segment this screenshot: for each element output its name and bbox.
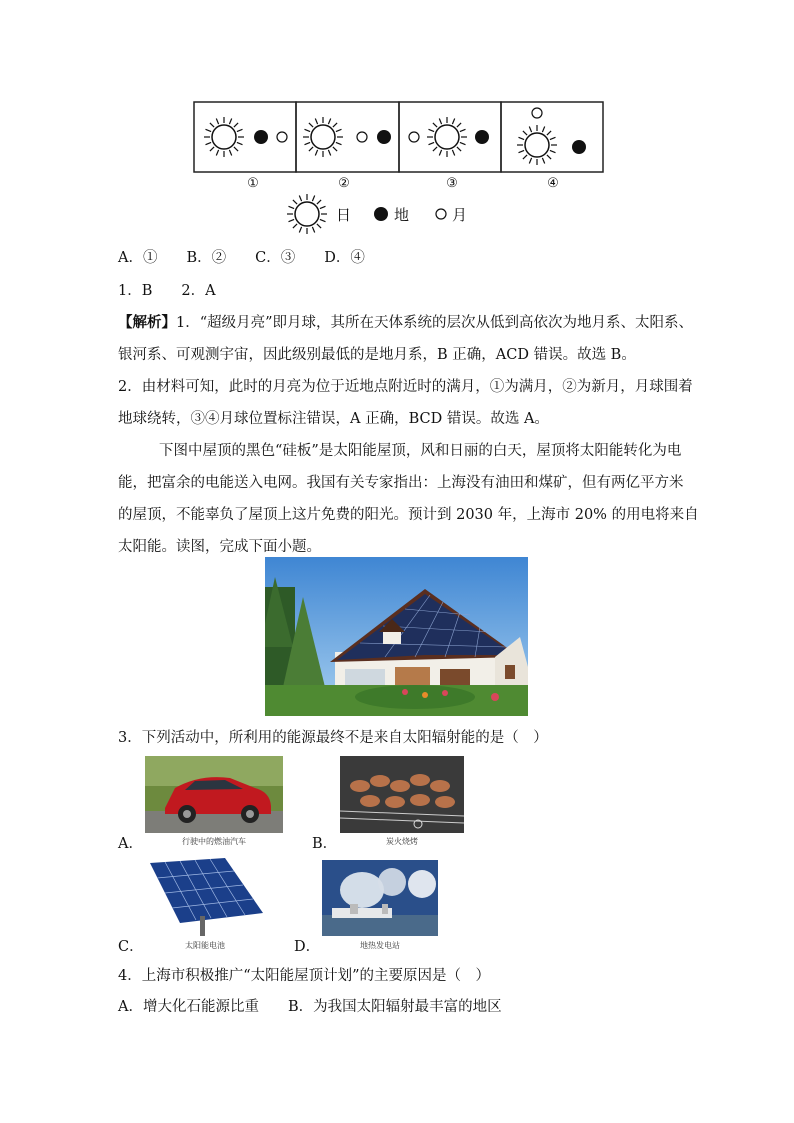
geothermal-station-photo [322, 860, 438, 936]
analysis-line-2b: 地球绕转，③④月球位置标注错误，A 正确，BCD 错误。故选 A。 [118, 411, 549, 427]
question-options: A．① B．② C．③ D．④ [118, 250, 365, 266]
analysis-line-1b: 银河系、可观测宇宙，因此级别最低的是地月系，B 正确，ACD 错误。故选 B。 [118, 347, 636, 363]
legend-moon-label: 月 [452, 206, 468, 224]
caption-geothermal-station: 地热发电站 [360, 941, 400, 950]
option-b-label: B． [312, 836, 338, 852]
panel-label-2: ② [338, 176, 350, 191]
passage-line-1: 下图中屋顶的黑色“硅板”是太阳能屋顶，风和日丽的白天，屋顶将太阳能转化为电 [159, 443, 682, 459]
charcoal-barbecue-photo [340, 756, 464, 833]
solar-panel-photo [145, 858, 265, 938]
legend-earth-label: 地 [394, 206, 410, 224]
analysis-tag: 【解析】 [118, 314, 176, 331]
question-4-stem: 4．上海市积极推广“太阳能屋顶计划”的主要原因是（ ） [118, 968, 491, 984]
panel-label-3: ③ [446, 176, 458, 191]
passage-line-2: 能，把富余的电能送入电网。我国有关专家指出：上海没有油田和煤矿，但有两亿平方米 [118, 475, 684, 491]
passage-line-4: 太阳能。读图，完成下面小题。 [118, 539, 321, 555]
solar-roof-house-photo [265, 557, 528, 716]
question-4-options: A．增大化石能源比重 B．为我国太阳辐射最丰富的地区 [118, 999, 502, 1015]
caption-solar-panel: 太阳能电池 [185, 941, 225, 950]
option-c-label: C． [118, 939, 144, 955]
panel-label-4: ④ [547, 176, 559, 191]
passage-line-3: 的屋顶，不能辜负了屋顶上这片免费的阳光。预计到 2030 年，上海市 20% 的用电将来自 [118, 507, 699, 523]
option-a-label: A． [118, 836, 143, 852]
analysis-line-2a: 2．由材料可知，此时的月亮为位于近地点附近时的满月，①为满月，②为新月，月球围着 [118, 379, 693, 395]
panel-label-1: ① [247, 176, 259, 191]
legend-sun-label: 日 [336, 206, 352, 224]
answer-key: 1．B 2．A [118, 283, 216, 299]
analysis-line-1a: 【解析】1．“超级月亮”即月球，其所在天体系统的层次从低到高依次为地月系、太阳系、 [118, 314, 694, 331]
fuel-car-photo [145, 756, 283, 833]
caption-fuel-car: 行驶中的燃油汽车 [182, 837, 246, 846]
question-3-stem: 3．下列活动中，所利用的能源最终不是来自太阳辐射能的是（ ） [118, 730, 548, 746]
caption-charcoal-barbecue: 炭火烧烤 [386, 837, 418, 846]
option-d-label: D． [294, 939, 321, 955]
